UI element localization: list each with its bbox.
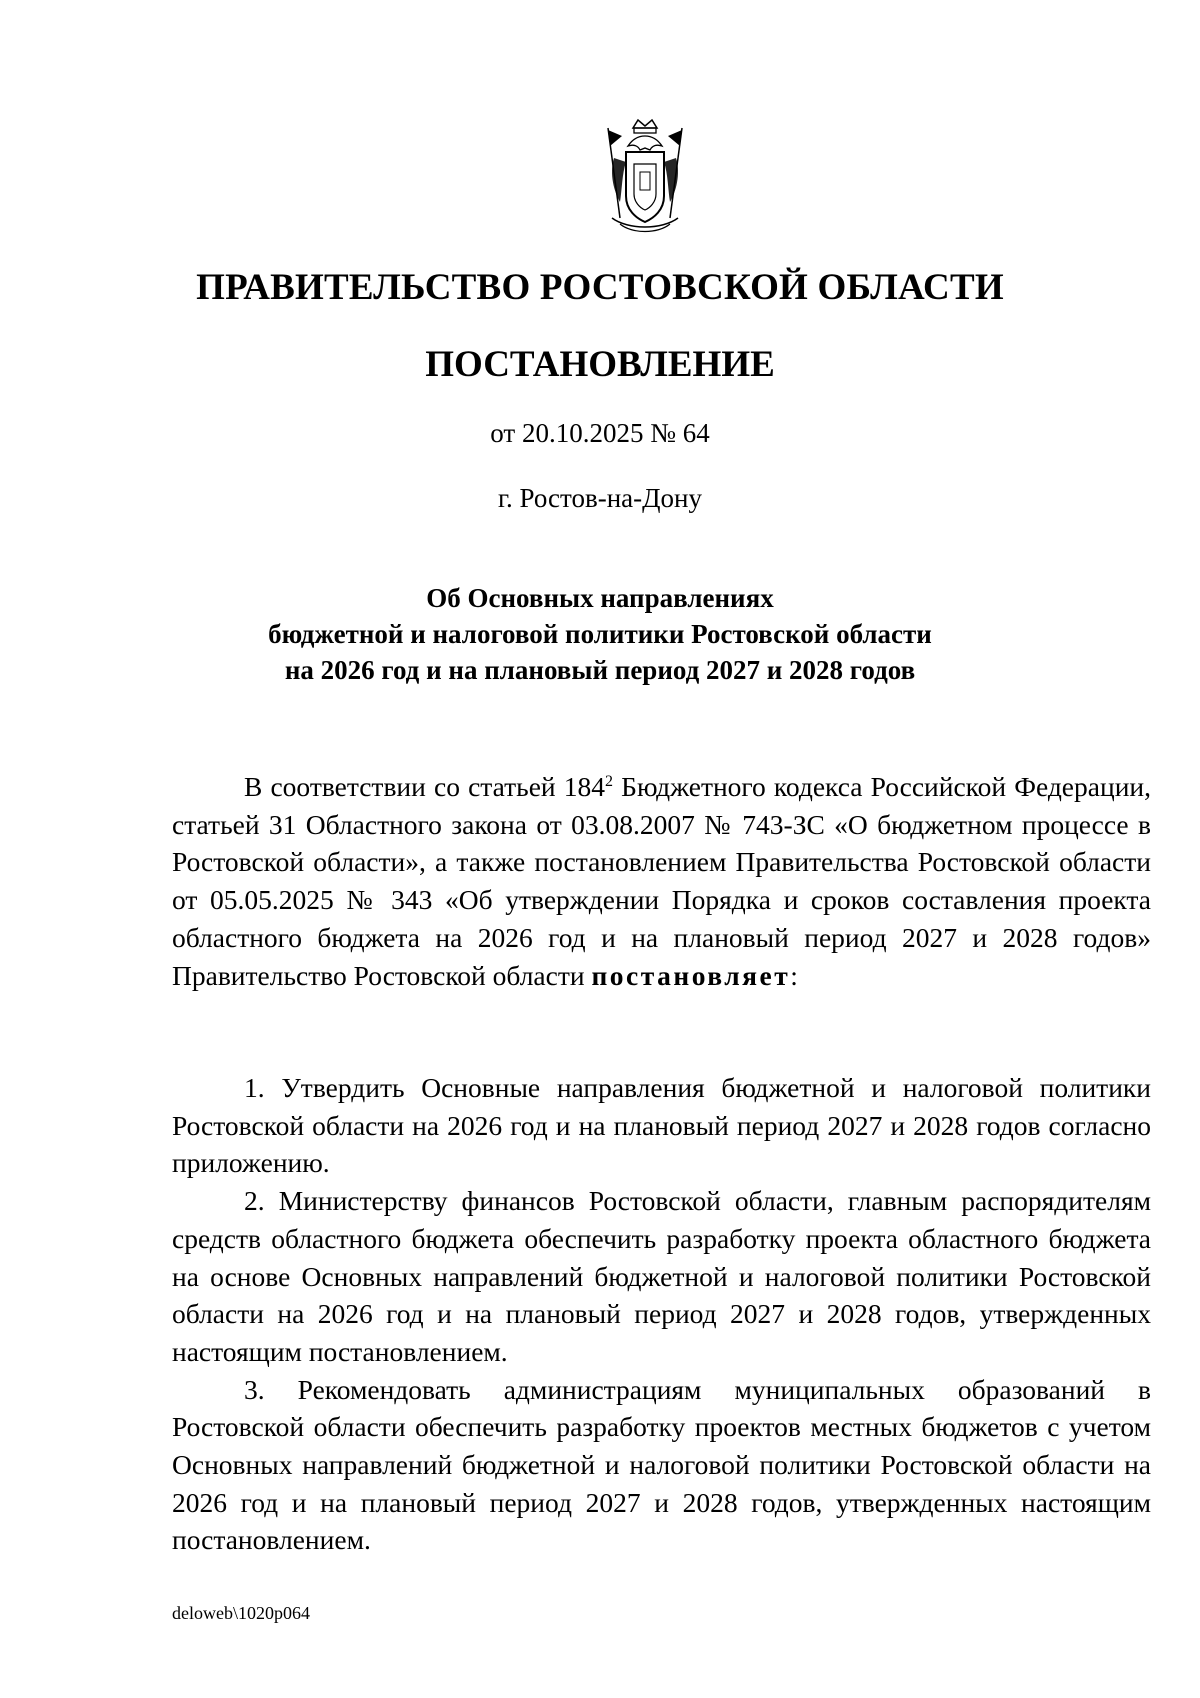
- resolves-word: постановляет: [591, 959, 791, 991]
- resolution-item-3: 3. Рекомендовать администрациям муниципальных образований в Ростовской области обеспечить разработку проектов местных бюджетов с учетом Основных направлений бюджетной и налоговой политики Ростовской области на 2026 год и на плановый период 2027 и 2028 годов, утвержденных настоящим постановлением.: [172, 1373, 1151, 1556]
- organization-title: ПРАВИТЕЛЬСТВО РОСТОВСКОЙ ОБЛАСТИ: [196, 267, 1004, 308]
- title-line-3: на 2026 год и на плановый период 2027 и 2028 годов: [284, 655, 916, 685]
- date-and-number: от 20.10.2025 № 64: [490, 418, 710, 448]
- coat-of-arms-icon: [598, 118, 692, 238]
- preamble-colon: :: [790, 959, 798, 991]
- article-superscript: 2: [605, 772, 614, 790]
- document-type: ПОСТАНОВЛЕНИЕ: [425, 344, 775, 385]
- document-title: [0, 580, 1200, 688]
- title-line-2: бюджетной и налоговой политики Ростовской области: [268, 619, 932, 649]
- resolution-items: [172, 1069, 1151, 1559]
- title-line-1: Об Основных направлениях: [426, 583, 774, 613]
- document-reference: deloweb\1020p064: [172, 1603, 310, 1623]
- preamble-text-2: Бюджетного кодекса Российской Федерации, статьей 31 Областного закона от 03.08.2007 № 743-ЗС «О бюджетном процессе в Ростовской области», а также постановлением Правительства Ростовской области от 05.05.2025 № 343 «Об утверждении Порядка и сроков составления проекта областного бюджета на 2026 год и на плановый период 2027 и 2028 годов» Правительство Ростовской области: [172, 771, 1151, 991]
- resolution-item-2: 2. Министерству финансов Ростовской области, главным распорядителям средств областного бюджета обеспечить разработку проекта областного бюджета на основе Основных направлений бюджетной и налоговой политики Ростовской области на 2026 год и на плановый период 2027 и 2028 годов, утвержденных настоящим постановлением.: [172, 1185, 1151, 1367]
- resolution-item-1: 1. Утвердить Основные направления бюджетной и налоговой политики Ростовской области на 2026 год и на плановый период 2027 и 2028 годов согласно приложению.: [172, 1072, 1151, 1179]
- city: г. Ростов-на-Дону: [497, 483, 702, 513]
- preamble: [172, 768, 1151, 994]
- preamble-text-1: В соответствии со статьей 184: [244, 771, 606, 802]
